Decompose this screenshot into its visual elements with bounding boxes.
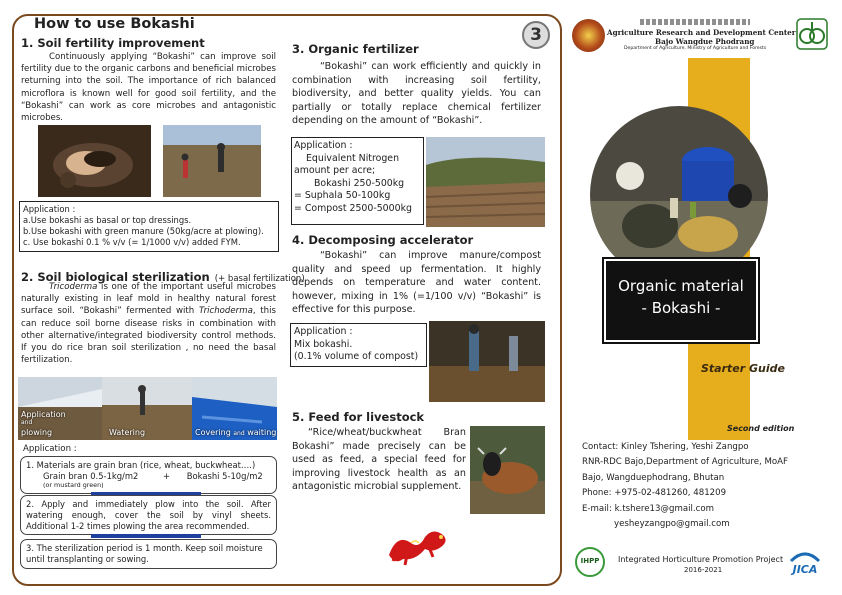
cover-title-line2: - Bokashi - bbox=[641, 299, 721, 317]
contact-line: RNR-RDC Bajo,Department of Agriculture, MoAF bbox=[582, 457, 788, 468]
contact-line: yesheyzangpo@gmail.com bbox=[614, 519, 730, 530]
step2-box bbox=[20, 495, 277, 535]
contact-line: Phone: +975-02-481260, 481209 bbox=[582, 488, 727, 499]
section1-heading: 1. Soil fertility improvement bbox=[21, 36, 205, 50]
caption-and-2: and bbox=[233, 430, 245, 437]
org-department: Department of Agriculture, Ministry of Agriculture and Forests bbox=[624, 46, 767, 51]
step2-text: 2. Apply and immediately plow into the soil. After watering enough, cover the soil by vinyl sheets. Additional 1-2 times plowing the area recommended. bbox=[26, 499, 271, 531]
caption-waiting: waiting bbox=[247, 428, 277, 437]
page-title: How to use Bokashi bbox=[34, 16, 195, 32]
section5-heading: 5. Feed for livestock bbox=[292, 410, 425, 424]
org-name: Agriculture Research and Development Center bbox=[607, 28, 796, 37]
cover-title-line1: Organic material bbox=[618, 277, 744, 295]
section3-app-line: = Suphala 50-100kg bbox=[294, 190, 391, 202]
section2-text bbox=[21, 281, 276, 366]
project-name: Integrated Horticulture Promotion Project bbox=[618, 555, 784, 564]
field-workers-photo bbox=[163, 125, 261, 197]
section2-heading-note: (+ basal fertilization) bbox=[214, 274, 305, 284]
dragon-emblem bbox=[385, 525, 451, 567]
section3-app-line: Bokashi 250-500kg bbox=[314, 177, 405, 189]
contact-line: Bajo, Wangduephodrang, Bhutan bbox=[582, 472, 725, 483]
section5-text: “Rice/wheat/buckwheat Bran Bokashi” made precisely can be used as feed, a special feed for improving livestock health as an antagonistic microbial supplement. bbox=[292, 427, 466, 493]
section2-application-title: Application : bbox=[23, 444, 77, 454]
page-number-badge bbox=[522, 21, 550, 49]
section3-app-line: amount per acre; bbox=[294, 165, 376, 177]
section3-text: “Bokashi” can work efficiently and quickly in combination with increasing soil fertility, biodiversity, and better quality yields. You can partially or totally replace chemical fertilizer depending on the amount of “Bokashi”. bbox=[292, 61, 541, 127]
section3-app-line: Equivalent Nitrogen bbox=[306, 152, 400, 164]
section2-text-a: is one of the important useful microbes naturally existing in leaf mold in healthy natural forest surface soil. “Bokashi” fermented with bbox=[21, 282, 276, 317]
caption-application: Application bbox=[21, 410, 66, 419]
section1-application-title: Application : bbox=[23, 204, 76, 214]
bokashi-hands-photo bbox=[38, 125, 151, 197]
dzongkha-org-script bbox=[640, 19, 750, 25]
step-divider-2 bbox=[91, 534, 201, 538]
cover-subtitle: Starter Guide bbox=[701, 362, 785, 375]
section2-text-italic2: Trichoderma bbox=[198, 306, 253, 317]
caption-covering-word: Covering bbox=[195, 428, 231, 437]
moaf-logo bbox=[796, 18, 828, 50]
step1-plus: + bbox=[163, 471, 171, 481]
cow-photo bbox=[470, 426, 545, 514]
org-location: Bajo Wangdue Phodrang bbox=[655, 37, 755, 46]
caption-covering bbox=[195, 428, 276, 437]
cover-title-box bbox=[604, 259, 758, 342]
ihpp-logo bbox=[575, 547, 605, 577]
section1-application-line: b.Use bokashi with green manure (50kg/acre at plowing). bbox=[23, 226, 264, 236]
section4-heading: 4. Decomposing accelerator bbox=[292, 233, 474, 247]
step1-line1: 1. Materials are grain bran (rice, wheat, buckwheat….) bbox=[26, 460, 256, 470]
section3-app-line: = Compost 2500-5000kg bbox=[294, 202, 412, 214]
caption-and: and bbox=[21, 419, 33, 426]
page-number: 3 bbox=[530, 25, 542, 45]
section3-app-line: Application : bbox=[294, 140, 353, 151]
step3-box bbox=[20, 539, 277, 569]
project-years: 2016-2021 bbox=[684, 566, 723, 574]
jica-logo-text: JICA bbox=[792, 563, 818, 576]
section4-text: “Bokashi” can improve manure/compost quality and speed up fermentation. It highly depends on temperature and water content. however, mixing in 1% (=1/100 v/v) “Bokashi” is effective for this purpose. bbox=[292, 250, 541, 316]
section1-application-line: a.Use bokashi as basal or top dressings. bbox=[23, 215, 192, 225]
step3-text: 3. The sterilization period is 1 month. Keep soil moisture until transplanting or sowing. bbox=[26, 543, 263, 564]
section1-text: Continuously applying “Bokashi” can improve soil fertility due to the organic carbons and beneficial microbes returning into the soil. The importance of rich balanced microflora is known well for good soil fertility, and the “Bokashi” can work as core microbes and antagonistic microbes. bbox=[21, 52, 276, 124]
section4-app-line: Application : bbox=[294, 326, 353, 337]
section2-text-italic: Tricoderma bbox=[49, 282, 98, 292]
section2-text-b: , this can reduce soil borne disease risks in combination with other alternative/integrated biodiversity control methods. If you do rice bran soil sterilization , no need the basal fertilization. bbox=[21, 306, 276, 366]
section4-app-line: (0.1% volume of compost) bbox=[294, 351, 419, 363]
section2-heading: 2. Soil biological sterilization bbox=[21, 270, 210, 284]
contact-line: Contact: Kinley Tshering, Yeshi Zangpo bbox=[582, 442, 749, 452]
section4-app-line: Mix bokashi. bbox=[294, 338, 353, 350]
caption-watering: Watering bbox=[109, 428, 146, 437]
ihpp-logo-text: IHPP bbox=[580, 557, 600, 565]
section3-application-box bbox=[291, 137, 424, 225]
contact-line: E-mail: k.tshere13@gmail.com bbox=[582, 503, 714, 514]
step1-grain: Grain bran 0.5-1kg/m2 bbox=[43, 471, 139, 481]
organic-field-photo bbox=[426, 137, 545, 227]
section3-heading: 3. Organic fertilizer bbox=[292, 42, 419, 56]
ministry-seal-logo bbox=[572, 19, 605, 52]
section1-application-line: c. Use bokashi 0.1 % v/v (= 1/1000 v/v) added FYM. bbox=[23, 237, 241, 247]
cover-edition: Second edition bbox=[727, 424, 795, 433]
section4-application-box bbox=[290, 323, 427, 367]
contact-block bbox=[582, 440, 812, 532]
compost-mixing-photo bbox=[429, 321, 545, 402]
section1-application-box bbox=[19, 201, 279, 252]
step1-bokashi: Bokashi 5-10g/m2 bbox=[186, 471, 263, 481]
caption-plowing: plowing bbox=[21, 428, 53, 437]
bokashi-workshop-photo bbox=[590, 106, 768, 284]
step1-note: (or mustard green) bbox=[43, 481, 104, 489]
step1-box bbox=[20, 456, 277, 494]
jica-logo bbox=[787, 549, 823, 579]
